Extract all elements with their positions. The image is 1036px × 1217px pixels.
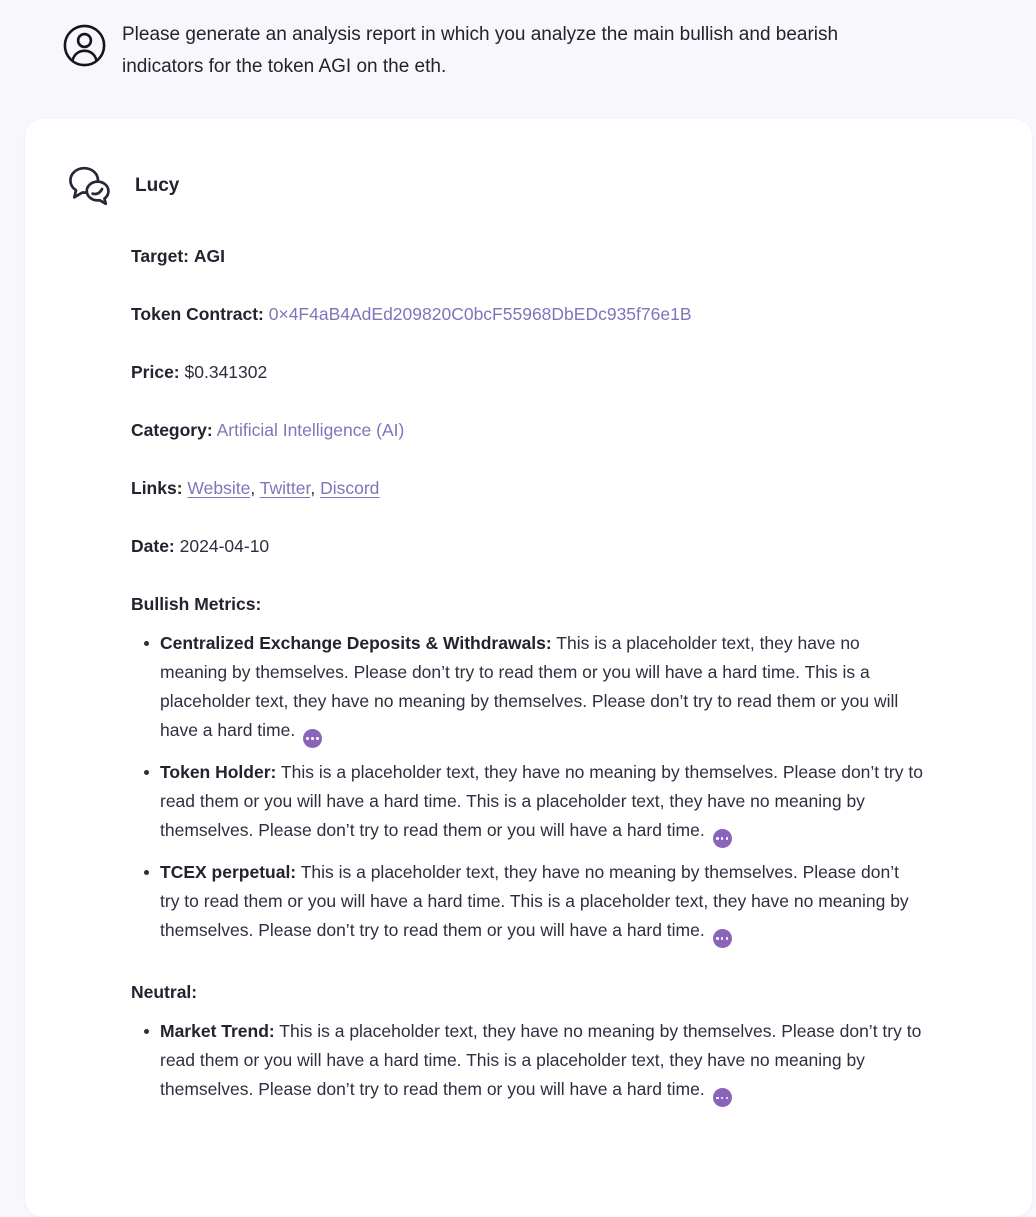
metric-text: This is a placeholder text, they have no meaning by themselves. Please don’t try to read them or you will have a hard time. This is a placeholder text, they have no meaning by themselves. Please don’t try to read them or you will have a hard time. [160,862,909,941]
agent-name: Lucy [135,175,180,196]
metric-item [131,629,923,748]
metric-item [131,1017,923,1107]
field-row: Links: Website, Twitter, Discord [131,478,380,498]
metric-text: This is a placeholder text, they have no meaning by themselves. Please don’t try to read them or you will have a hard time. This is a placeholder text, they have no meaning by themselves. Please don’t try to read them or you will have a hard time. [160,633,899,740]
field-row [131,300,923,328]
chat-bubbles-icon [67,164,114,208]
ellipsis-badge[interactable] [713,1088,732,1107]
metric-list [131,1017,923,1107]
metric-item [131,858,923,948]
metric-list [131,629,923,948]
metric-item [131,758,923,848]
field-row [131,358,923,386]
field-label: Date: [131,536,175,556]
website-link[interactable]: Website [187,478,251,498]
field-value: AGI [193,246,226,266]
ellipsis-badge[interactable] [303,729,322,748]
field-value: $0.341302 [184,362,268,382]
field-label: Category: [131,420,213,440]
metric-title: Token Holder: [160,762,277,783]
token-fields [131,242,923,560]
ellipsis-badge[interactable] [713,929,732,948]
user-message-text: Please generate an analysis report in which you analyze the main bullish and bearish indicators for the token AGI on the eth. [122,24,839,77]
field-row [131,242,923,270]
metric-text: This is a placeholder text, they have no meaning by themselves. Please don’t try to read them or you will have a hard time. This is a placeholder text, they have no meaning by themselves. Please don’t try to read them or you will have a hard time. [160,1021,922,1100]
user-avatar-icon [63,24,106,67]
metric-title: Market Trend: [160,1021,275,1042]
discord-link[interactable]: Discord [320,478,380,498]
section-heading: Bullish Metrics: [131,594,262,614]
ellipsis-badge[interactable] [713,829,732,848]
metric-sections [131,590,923,1107]
field-label: Price: [131,362,180,382]
field-value: 0×4F4aB4AdEd209820C0bcF55968DbEDc935f76e1B [268,304,692,324]
twitter-link[interactable]: Twitter [259,478,311,498]
field-value: Artificial Intelligence (AI) [216,420,405,440]
field-row [131,532,923,560]
section-heading: Neutral: [131,982,198,1003]
assistant-message-body [131,242,923,1107]
field-row [131,416,923,444]
field-label: Target: [131,246,190,266]
field-label: Token Contract: [131,304,264,324]
assistant-message-card [25,119,1032,1217]
metric-title: TCEX perpetual: [160,862,297,883]
metric-title: Centralized Exchange Deposits & Withdrawals: [160,633,552,653]
field-value: 2024-04-10 [179,536,270,556]
field-label: Links: [131,478,183,498]
metric-text: This is a placeholder text, they have no meaning by themselves. Please don’t try to read them or you will have a hard time. This is a placeholder text, they have no meaning by themselves. Please don’t try to read them or you will have a hard time. [160,762,923,841]
assistant-header [67,164,932,208]
user-message-row [0,0,1036,83]
